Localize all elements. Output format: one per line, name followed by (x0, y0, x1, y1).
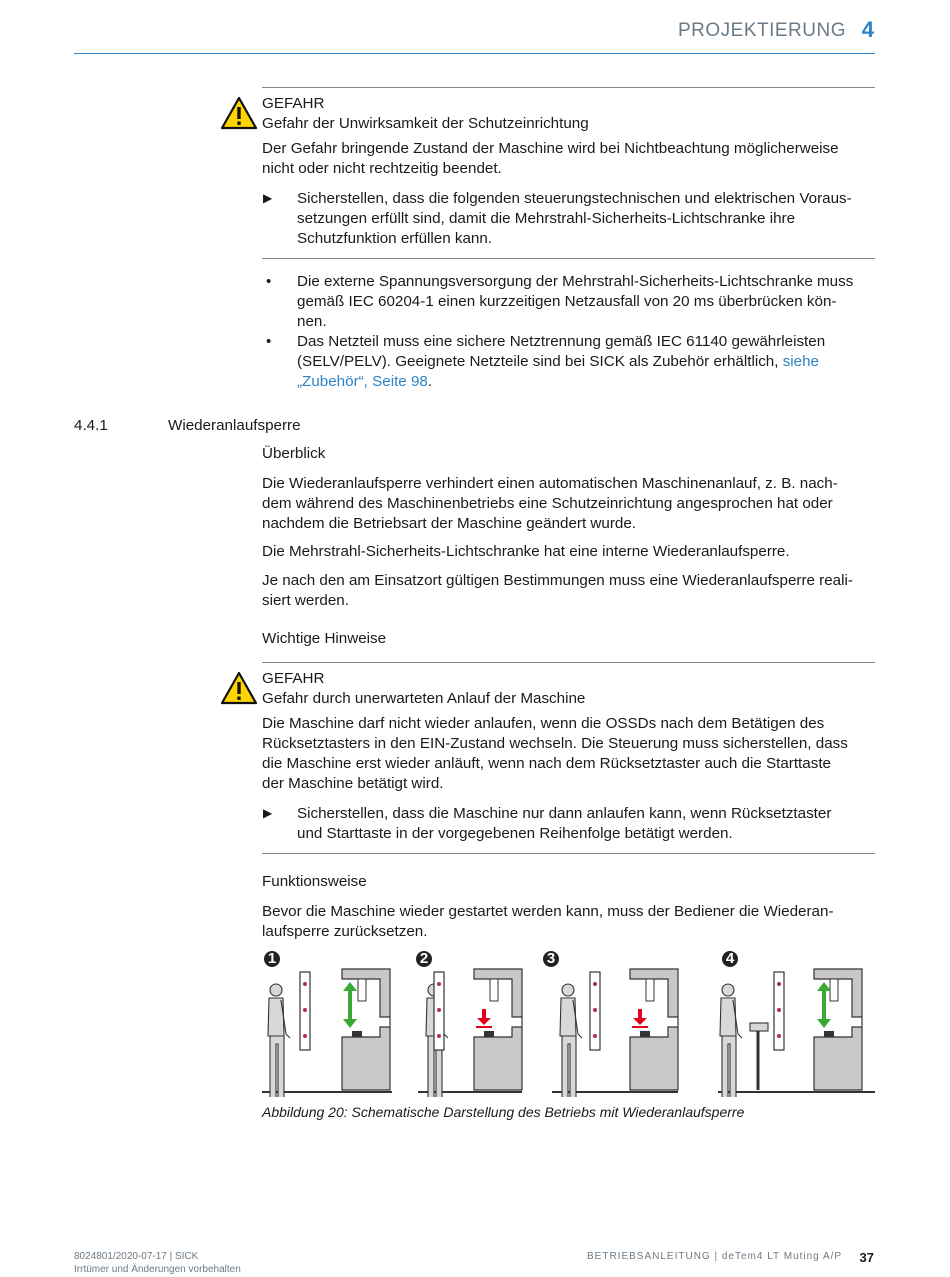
danger-text-line: die Maschine erst wieder anläuft, wenn nach dem Rücksetztaster auch die Starttaste (262, 755, 831, 772)
bullet-text: . (427, 373, 433, 390)
light-curtain (300, 972, 310, 1050)
section-number: 4.4.1 (74, 417, 108, 434)
paragraph-line: siert werden. (262, 592, 349, 609)
section-header-title: PROJEKTIERUNG (677, 20, 846, 41)
bullet-text-line: nen. (297, 313, 327, 330)
danger-text-line: nicht oder nicht rechtzeitig beendet. (262, 160, 502, 177)
press-machine (474, 969, 522, 1090)
press-machine (630, 969, 678, 1090)
restart-interlock-figure (262, 965, 875, 1097)
action-arrow-icon: ▶ (263, 806, 273, 820)
warning-triangle-icon (220, 671, 258, 705)
action-text-line: Sicherstellen, dass die Maschine nur dann anlaufen kann, wenn Rücksetztaster (297, 805, 832, 822)
subheading-overview: Überblick (262, 445, 326, 462)
footer-doc-id: 8024801/2020-07-17 | SICK (74, 1251, 199, 1262)
action-text-line: setzungen erfüllt sind, damit die Mehrstrahl-Sicherheits-Lichtschranke ihre (297, 210, 796, 227)
red-down-arrow-icon (632, 1009, 648, 1027)
subheading-notes: Wichtige Hinweise (262, 630, 387, 647)
action-text-line: und Starttaste in der vorgegebenen Reihenfolge betätigt werden. (297, 825, 733, 842)
step-number-badge: 1 (264, 951, 280, 967)
red-down-arrow-icon (476, 1009, 492, 1027)
step-number-badge: 4 (722, 951, 738, 967)
paragraph-line: nachdem die Betriebsart der Maschine geändert wurde. (262, 515, 636, 532)
section-title: Wiederanlaufsperre (168, 417, 301, 434)
bullet-text-line: gemäß IEC 60204-1 einen kurzzeitigen Netzausfall von 20 ms überbrücken kön- (297, 293, 837, 310)
paragraph-line: laufsperre zurücksetzen. (262, 923, 428, 940)
page-number: 37 (859, 1250, 874, 1265)
danger-text-line: Die Maschine darf nicht wieder anlaufen, wenn die OSSDs nach dem Betätigen des (262, 715, 825, 732)
cross-reference-link[interactable]: „Zubehör“, Seite 98 (297, 373, 428, 390)
danger-box-bottom-rule (262, 258, 875, 259)
figure-caption: Abbildung 20: Schematische Darstellung des Betriebs mit Wiederanlaufsperre (262, 1104, 745, 1120)
bullet-text-line: Die externe Spannungsversorgung der Mehrstrahl-Sicherheits-Lichtschranke muss (297, 273, 854, 290)
danger-text-line: Rücksetztasters in den EIN-Zustand wechseln. Die Steuerung muss sicherstellen, dass (262, 735, 848, 752)
warning-triangle-icon (220, 96, 258, 130)
paragraph-line: dem während des Maschinenbetriebs eine Schutzeinrichtung angesprochen hat oder (262, 495, 833, 512)
danger-text-line: der Maschine betätigt wird. (262, 775, 444, 792)
danger-box-bottom-rule (262, 853, 875, 854)
cross-reference-link[interactable]: siehe (782, 353, 819, 370)
paragraph-line: Die Wiederanlaufsperre verhindert einen automatischen Maschinenanlauf, z. B. nach- (262, 475, 838, 492)
light-curtain (434, 972, 444, 1050)
danger-subtitle: Gefahr der Unwirksamkeit der Schutzeinrichtung (262, 115, 589, 132)
danger-subtitle: Gefahr durch unerwarteten Anlauf der Maschine (262, 690, 586, 707)
operator-figure (718, 984, 742, 1097)
step-number-badge: 2 (416, 951, 432, 967)
action-text-line: Sicherstellen, dass die folgenden steuerungstechnischen und elektrischen Voraus- (297, 190, 852, 207)
paragraph-line: Je nach den am Einsatzort gültigen Bestimmungen muss eine Wiederanlaufsperre reali- (262, 572, 853, 589)
danger-label: GEFAHR (262, 670, 325, 687)
danger-box-top-rule (262, 662, 875, 663)
header-rule (74, 53, 875, 54)
danger-text-line: Der Gefahr bringende Zustand der Maschine wird bei Nichtbeachtung möglicherweise (262, 140, 839, 157)
operator-figure (558, 984, 582, 1097)
footer-manual-title: BETRIEBSANLEITUNG | deTem4 LT Muting A/P (587, 1251, 843, 1262)
operator-figure (266, 984, 290, 1097)
bullet-text-line (297, 352, 819, 372)
action-arrow-icon: ▶ (263, 191, 273, 205)
subheading-function: Funktionsweise (262, 873, 367, 890)
footer-disclaimer: Irrtümer und Änderungen vorbehalten (74, 1264, 241, 1275)
bullet-icon: • (266, 333, 272, 350)
paragraph-line: Bevor die Maschine wieder gestartet werden kann, muss der Bediener die Wiederan- (262, 903, 834, 920)
light-curtain (590, 972, 600, 1050)
green-up-down-arrow-icon (817, 982, 831, 1028)
reset-button-pedestal (750, 1023, 768, 1090)
bullet-text-line: Das Netzteil muss eine sichere Netztrennung gemäß IEC 61140 gewährleisten (297, 333, 826, 350)
green-up-down-arrow-icon (343, 982, 357, 1028)
bullet-text-line (297, 372, 432, 392)
action-text-line: Schutzfunktion erfüllen kann. (297, 230, 493, 247)
paragraph-line: Die Mehrstrahl-Sicherheits-Lichtschranke hat eine interne Wiederanlaufsperre. (262, 543, 790, 560)
chapter-number: 4 (861, 17, 874, 42)
bullet-text: (SELV/PELV). Geeignete Netzteile sind bei SICK als Zubehör erhältlich, (297, 353, 783, 370)
danger-box-top-rule (262, 87, 875, 88)
light-curtain (774, 972, 784, 1050)
bullet-icon: • (266, 273, 272, 290)
danger-label: GEFAHR (262, 95, 325, 112)
step-number-badge: 3 (543, 951, 559, 967)
